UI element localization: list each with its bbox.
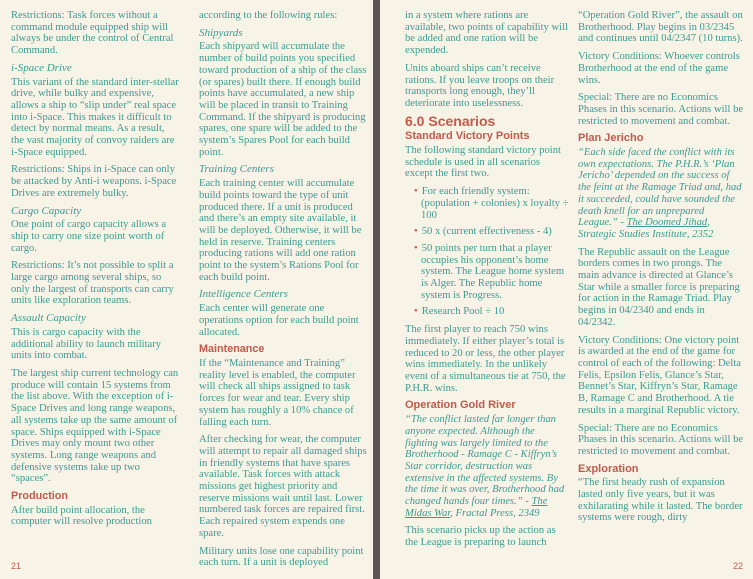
paragraph: One point of cargo capacity allows a ship to carry one size point worth of cargo.	[11, 219, 167, 254]
section-heading: Operation Gold River	[405, 399, 516, 412]
paragraph: according to the following rules:	[199, 10, 338, 21]
paragraph: in a system where rations are available, two points of capability will be added and one ration will be expended.	[405, 10, 568, 57]
paragraph: Special: There are no Economics Phases in this scenario. Actions will be restricted to movement and combat.	[578, 422, 744, 457]
bullet-item: • 50 points per turn that a player occupies his opponent’s home system. The League home system is Alger. The Republic home system is Progress.	[414, 243, 569, 302]
subheading: Cargo Capacity	[11, 204, 82, 217]
section-heading: Production	[11, 490, 68, 503]
right-page	[380, 0, 753, 579]
section-heading: Exploration	[578, 462, 639, 475]
paragraph: The largest ship current technology can produce will contain 15 systems from the list above. With the exception of i-Space Drives and long range weapons, all systems take up the same amount of space. Ships equipped with i-Space Drives may only mount two other systems. Long range weapons and defensive systems take up two “spaces”.	[11, 367, 179, 485]
paragraph: Each shipyard will accumulate the number of build points you specified toward production of a ship of the class (or spares) built there. If enough build points have accumulated, a new ship will be placed in transit to Training Command. If the shipyard is producing spares, one spare will be added to the system’s Spares Pool for each build point.	[199, 41, 367, 158]
quote-text: “Each side faced the conflict with its own expectations. The P.H.R.’s ‘Plan Jericho’ depended on the success of the feint at the Ramage Triad and, had it succeeded, could have sounded the death knell for an unprepared League.” -	[578, 147, 742, 229]
paragraph: This variant of the standard inter-stellar drive, while bulky and expensive, allows a ship to “slip under” real space into i-Space. This makes it difficult to detect by normal means. As a result, the vast majority of convoy raiders are i-Space equipped.	[11, 76, 179, 158]
paragraph: “The first heady rush of expansion lasted only five years, but it was exhilarating while it lasted. The border systems were rough, dirty	[578, 477, 743, 524]
quote-source-title: The Midas War	[405, 496, 548, 519]
paragraph: Restrictions: Ships in i-Space can only be attacked by Anti-i weapons. i-Space Drives are extremely bulky.	[11, 164, 177, 199]
paragraph: Each center will generate one operations option for each build point allocated.	[199, 303, 359, 338]
paragraph: Victory Conditions: Whoever controls Brotherhood at the end of the game wins.	[578, 51, 740, 86]
quote-source-title: The Doomed Jihad	[626, 217, 708, 229]
page-number-right: 22	[732, 561, 743, 571]
bullet-list	[405, 186, 569, 318]
paragraph: The following standard victory point schedule is used in all scenarios except the first two.	[405, 145, 561, 180]
left-column-1	[11, 10, 179, 534]
section-heading: 6.0 Scenarios	[405, 112, 496, 129]
page-number-left: 21	[11, 561, 22, 571]
subheading: Shipyards	[199, 26, 243, 39]
subheading: Assault Capacity	[11, 312, 86, 325]
paragraph: After build point allocation, the computer will resolve production	[11, 504, 152, 528]
paragraph: The first player to reach 750 wins immediately. If either player’s total is reduced to 20 or less, the other player wins immediately. In the unlikely event of a simultaneous tie at 750, the P.H.R. wins.	[405, 324, 566, 394]
section-heading: Standard Victory Points	[405, 130, 530, 143]
left-page	[0, 0, 373, 579]
paragraph: Each training center will accumulate build points toward the type of unit produced there. If a unit is produced and there’s an empty site available, it will be deployed. Otherwise, it will be held in reserve. Training centers producing rations will add one ration point to the system’s Rations Pool for each build point.	[199, 178, 362, 283]
right-column-2	[578, 10, 744, 530]
subheading: Training Centers	[199, 163, 274, 176]
paragraph: “Operation Gold River”, the assault on Brotherhood. Play begins in 03/2345 and continues until 04/2347 (10 turns).	[578, 10, 743, 45]
paragraph: Military units lose one capability point each turn. If a unit is deployed	[199, 545, 364, 569]
paragraph: Special: There are no Economics Phases in this scenario. Actions will be restricted to movement and combat.	[578, 92, 744, 127]
bullet-item: • 50 x (current effectiveness - 4)	[414, 226, 569, 238]
bullet-item: • For each friendly system: (population + colonies) x loyalty ÷ 100	[414, 186, 569, 221]
paragraph: Units aboard ships can’t receive rations. If you leave troops on their transports long enough, they’ll deteriorate into uselessness.	[405, 62, 555, 109]
quotation	[578, 147, 744, 241]
subheading: Intelligence Centers	[199, 288, 288, 301]
paragraph: This scenario picks up the action as the League is preparing to launch	[405, 525, 556, 549]
paragraph: After checking for wear, the computer will attempt to repair all damaged ships in friendly systems that have spares available. Task forces with attack missions get highest priority and reserve missions wait until last. Lower numbered task forces are repaired first. Each repaired system expends one spare.	[199, 434, 367, 539]
paragraph: Restrictions: Task forces without a command module equipped ship will always be under the control of Central Command.	[11, 10, 174, 57]
section-heading: Maintenance	[199, 343, 265, 356]
right-column-1	[405, 10, 569, 555]
left-column-2	[199, 10, 367, 575]
paragraph: Restrictions: It’s not possible to split a large cargo among several ships, so only the largest of transports can carry units like exploration teams.	[11, 260, 174, 307]
subheading: i-Space Drive	[11, 61, 72, 74]
paragraph: Victory Conditions: One victory point is awarded at the end of the game for control of each of the following: Delta Felis, Epsilon Felis, Glance’s Star, Bennet’s Star, Kiffryn’s Star, Ramage B, Ramage C and Brotherhood. A tie results in a marginal Republic victory.	[578, 334, 741, 416]
quote-source-info: , Strategic Studies Institute, 2352	[578, 217, 714, 240]
quote-text: “The conflict lasted far longer than anyone expected. Although the fighting was largely limited to the Brotherhood - Ramage C - Kiffryn’s Star corridor, destruction was extensive in the affected systems. By the time it was over, Brotherhood had changed hands four times.” -	[405, 414, 565, 508]
quote-source-info: , Fractal Press, 2349	[450, 507, 540, 519]
bullet-item: • Research Pool ÷ 10	[414, 306, 569, 318]
paragraph: This is cargo capacity with the additional ability to launch military units into combat.	[11, 326, 162, 362]
paragraph: The Republic assault on the League borders comes in two prongs. The main advance is directed at Glance’s Star while a smaller force is preparing for action in the Ramage Triad. Play begins in 04/2340 and ends in 04/2342.	[578, 246, 740, 328]
paragraph: If the “Maintenance and Training” reality level is enabled, the computer will check all ships assigned to task forces for wear and tear. Every ship system has roughly a 10% chance of falling each turn.	[199, 357, 356, 428]
section-heading: Plan Jericho	[578, 132, 644, 145]
quotation	[405, 414, 569, 519]
